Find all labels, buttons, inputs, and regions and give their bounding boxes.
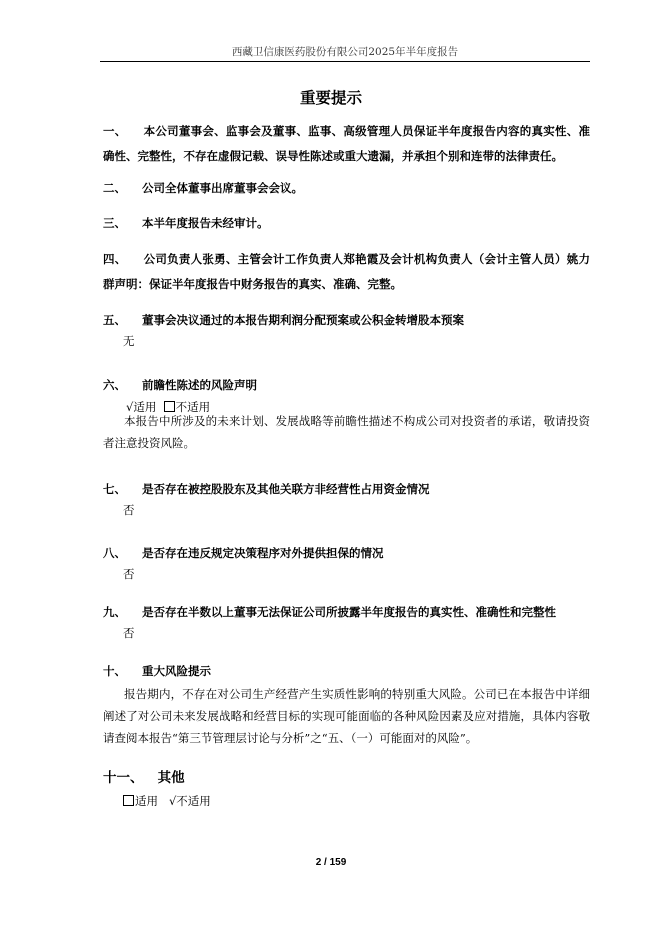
section-8 [103, 545, 384, 561]
section-9-answer: 否 [123, 626, 135, 640]
section-10-number: 十、 [103, 664, 126, 678]
section-6-body: 本报告中所涉及的未来计划、发展战略等前瞻性描述不构成公司对投资者的承诺，敬请投资者注意投资风险。 [103, 414, 590, 450]
section-1-text: 本公司董事会、监事会及董事、监事、高级管理人员保证半年度报告内容的真实性、准确性、完整性，不存在虚假记载、误导性陈述或重大遗漏，并承担个别和连带的法律责任。 [103, 124, 591, 163]
section-7-answer: 否 [123, 503, 135, 517]
option-applicable-checked: √适用 [126, 400, 157, 414]
section-5 [103, 312, 464, 328]
section-4-text: 公司负责人张勇、主管会计工作负责人郑艳霞及会计机构负责人（会计主管人员）姚力群声明：保证半年度报告中财务报告的真实、准确、完整。 [103, 252, 591, 291]
section-9-number: 九、 [103, 605, 126, 619]
section-3 [103, 215, 269, 231]
section-11 [103, 766, 185, 786]
section-11-options [123, 793, 211, 809]
section-2-number: 二、 [103, 181, 126, 195]
section-5-number: 五、 [103, 313, 126, 327]
checkbox-icon [123, 795, 134, 806]
running-header: 西藏卫信康医药股份有限公司2025年半年度报告 [231, 46, 459, 58]
section-3-number: 三、 [103, 216, 126, 230]
section-7-number: 七、 [103, 482, 126, 496]
section-8-number: 八、 [103, 546, 126, 560]
section-6-text: 前瞻性陈述的风险声明 [142, 378, 258, 392]
section-5-text: 董事会决议通过的本报告期利润分配预案或公积金转增股本预案 [142, 313, 465, 327]
section-11-number: 十一、 [103, 770, 144, 786]
section-11-text: 其他 [157, 770, 185, 786]
section-9-text: 是否存在半数以上董事无法保证公司所披露半年度报告的真实性、准确性和完整性 [142, 605, 557, 619]
section-6-number: 六、 [103, 378, 126, 392]
section-8-answer: 否 [123, 567, 135, 581]
page-number: 2 / 159 [315, 857, 347, 868]
header-divider [100, 61, 590, 62]
section-10-body: 报告期内，不存在对公司生产经营产生实质性影响的特别重大风险。公司已在本报告中详细阐述了对公司未来发展战略和经营目标的实现可能面临的各种风险因素及应对措施，具体内容敬请查阅本报告“第三节管理层讨论与分析”之“五、（一）可能面对的风险”。 [103, 687, 590, 745]
section-9 [103, 604, 556, 620]
section-5-answer: 无 [123, 334, 135, 348]
section-1-number: 一、 [103, 124, 127, 138]
section-2-text: 公司全体董事出席董事会会议。 [142, 181, 304, 195]
page-title: 重要提示 [299, 88, 362, 107]
section-6 [103, 377, 257, 393]
option-applicable: 适用 [135, 794, 158, 808]
section-10-text: 重大风险提示 [142, 664, 212, 678]
section-2 [103, 180, 303, 196]
section-10 [103, 663, 211, 679]
section-4-number: 四、 [103, 252, 127, 266]
section-7 [103, 481, 430, 497]
section-4 [103, 247, 590, 297]
section-8-text: 是否存在违反规定决策程序对外提供担保的情况 [142, 546, 384, 560]
section-7-text: 是否存在被控股股东及其他关联方非经营性占用资金情况 [142, 482, 430, 496]
section-1 [103, 119, 590, 169]
option-not-applicable: 不适用 [175, 400, 211, 414]
section-3-text: 本半年度报告未经审计。 [142, 216, 269, 230]
option-not-applicable-checked: √不适用 [168, 794, 211, 808]
